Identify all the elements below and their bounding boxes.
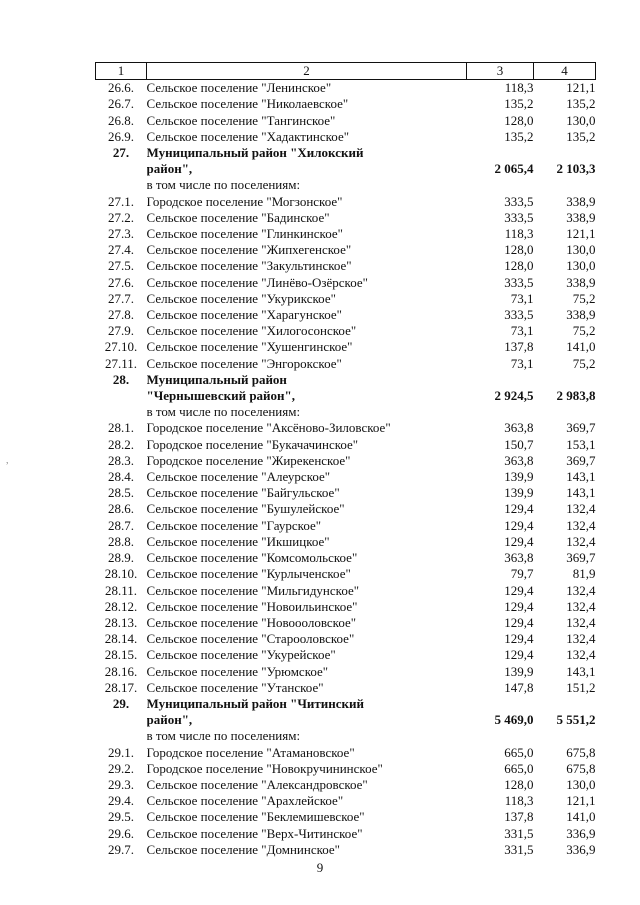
row-value-col4: 336,9 [566, 825, 596, 841]
table-body [96, 80, 596, 858]
row-value-col4 [534, 728, 596, 744]
row-name: Сельское поселение "Бушулейское" [146, 501, 345, 517]
row-name: Сельское поселение "Закультинское" [146, 258, 352, 274]
row-value-col4: 132,4 [566, 614, 596, 630]
row-value-col3: 665,0 [504, 760, 534, 776]
row-name: в том числе по поселениям: [146, 177, 301, 193]
table-row [96, 339, 596, 355]
row-value-col4: 130,0 [566, 112, 596, 128]
row-number: 28.2. [108, 436, 134, 452]
row-number: 26.6. [108, 80, 134, 96]
row-value-col4: 5 551,2 [556, 712, 596, 728]
row-value-col3: 331,5 [504, 825, 534, 841]
table-row [96, 826, 596, 842]
row-value-col3: 139,9 [504, 663, 534, 679]
row-value-col4 [534, 177, 596, 193]
row-name: Сельское поселение "Беклемишевское" [146, 809, 365, 825]
table-row [96, 631, 596, 647]
row-name: Городское поселение "Могзонское" [146, 193, 343, 209]
row-number: 28.15. [104, 647, 138, 663]
row-value-col3: 128,0 [504, 776, 534, 792]
row-name: Сельское поселение "Алеурское" [146, 469, 331, 485]
row-value-col3: 129,4 [504, 517, 534, 533]
row-value-col3: 129,4 [504, 501, 534, 517]
row-name: Городское поселение "Атамановское" [146, 744, 355, 760]
row-name: Сельское поселение "Ленинское" [146, 80, 332, 96]
table-row [96, 307, 596, 323]
row-number: 27.1. [108, 193, 134, 209]
row-value-col3: 363,8 [504, 550, 534, 566]
table-row [96, 226, 596, 242]
row-name: район", [146, 712, 193, 728]
row-value-col4 [534, 696, 596, 712]
row-name: Сельское поселение "Жипхегенское" [146, 242, 352, 258]
row-value-col3: 363,8 [504, 452, 534, 468]
table-row [96, 680, 596, 696]
row-value-col3: 137,8 [504, 339, 534, 355]
row-value-col3: 135,2 [504, 128, 534, 144]
row-value-col4: 75,2 [572, 323, 596, 339]
row-value-col3: 665,0 [504, 744, 534, 760]
row-number [96, 404, 147, 420]
row-value-col4: 338,9 [566, 274, 596, 290]
row-value-col4: 369,7 [566, 420, 596, 436]
row-value-col4: 369,7 [566, 550, 596, 566]
table-row [96, 696, 596, 712]
row-number: 28.3. [108, 452, 134, 468]
row-value-col4: 143,1 [566, 485, 596, 501]
row-value-col3 [467, 177, 534, 193]
table-row [96, 712, 596, 728]
row-value-col3: 363,8 [504, 420, 534, 436]
row-number: 29.1. [108, 744, 134, 760]
row-value-col4: 675,8 [566, 760, 596, 776]
row-name: Сельское поселение "Гаурское" [146, 517, 322, 533]
row-name: Сельское поселение "Новоооловское" [146, 614, 357, 630]
table-row [96, 842, 596, 858]
row-number: 28.5. [108, 485, 134, 501]
row-name: Сельское поселение "Энгорокское" [146, 355, 342, 371]
row-value-col4: 75,2 [572, 355, 596, 371]
row-name: Сельское поселение "Александровское" [146, 776, 368, 792]
row-name: Сельское поселение "Новоильинское" [146, 598, 358, 614]
table-row [96, 177, 596, 193]
table-row [96, 501, 596, 517]
row-value-col4: 130,0 [566, 776, 596, 792]
row-number: 29.6. [108, 825, 134, 841]
table-header [96, 63, 596, 80]
row-number: 28.8. [108, 533, 134, 549]
table-row [96, 323, 596, 339]
table-row [96, 518, 596, 534]
row-number: 29.5. [108, 809, 134, 825]
table-row [96, 793, 596, 809]
row-name: Сельское поселение "Тангинское" [146, 112, 336, 128]
row-value-col3 [467, 696, 534, 712]
table-row [96, 291, 596, 307]
row-value-col4: 135,2 [566, 96, 596, 112]
row-value-col4 [534, 145, 596, 161]
row-value-col4: 132,4 [566, 582, 596, 598]
row-value-col3: 135,2 [504, 96, 534, 112]
budget-table [95, 62, 596, 858]
row-name: Сельское поселение "Курлыченское" [146, 566, 351, 582]
row-value-col4: 135,2 [566, 128, 596, 144]
row-value-col4: 75,2 [572, 290, 596, 306]
row-number: 27.8. [108, 307, 134, 323]
row-name: в том числе по поселениям: [146, 728, 301, 744]
row-name: Сельское поселение "Бадинское" [146, 209, 330, 225]
row-number: 29. [112, 695, 130, 711]
row-value-col3: 2 924,5 [494, 388, 534, 404]
row-number: 28.11. [104, 582, 138, 598]
row-name: Городское поселение "Жирекенское" [146, 452, 351, 468]
row-name: Сельское поселение "Арахлейское" [146, 793, 344, 809]
header-col-2: 2 [147, 63, 467, 80]
table-row [96, 534, 596, 550]
table-row [96, 728, 596, 744]
row-value-col4: 338,9 [566, 307, 596, 323]
row-number: 28.17. [104, 679, 138, 695]
table-row [96, 210, 596, 226]
table-row [96, 615, 596, 631]
row-name: Сельское поселение "Домнинское" [146, 841, 340, 857]
row-value-col4: 132,4 [566, 501, 596, 517]
row-name: в том числе по поселениям: [146, 404, 301, 420]
table-row [96, 161, 596, 177]
row-number [96, 177, 147, 193]
table-row [96, 761, 596, 777]
row-value-col4: 143,1 [566, 469, 596, 485]
row-name: Сельское поселение "Байгульское" [146, 485, 340, 501]
row-value-col3: 129,4 [504, 631, 534, 647]
row-number: 28.10. [104, 566, 138, 582]
table-row [96, 194, 596, 210]
table-row [96, 96, 596, 112]
row-value-col3: 118,3 [504, 793, 534, 809]
row-name: Сельское поселение "Верх-Читинское" [146, 825, 363, 841]
row-name: Сельское поселение "Старооловское" [146, 631, 355, 647]
row-value-col3 [467, 728, 534, 744]
row-value-col3: 139,9 [504, 469, 534, 485]
row-value-col3: 128,0 [504, 258, 534, 274]
table-row [96, 113, 596, 129]
table-row [96, 258, 596, 274]
row-value-col4: 336,9 [566, 841, 596, 857]
row-value-col4: 151,2 [566, 679, 596, 695]
scan-mark: , [6, 455, 9, 466]
row-number: 29.4. [108, 793, 134, 809]
row-number: 26.9. [108, 128, 134, 144]
row-number [96, 161, 147, 177]
row-name: Городское поселение "Новокручининское" [146, 760, 383, 776]
row-value-col4: 132,4 [566, 517, 596, 533]
row-value-col3: 73,1 [510, 290, 534, 306]
row-name: Сельское поселение "Линёво-Озёрское" [146, 274, 368, 290]
table-row [96, 453, 596, 469]
table-row [96, 550, 596, 566]
row-name: Сельское поселение "Глинкинское" [146, 226, 343, 242]
row-number [96, 388, 147, 404]
row-value-col3: 128,0 [504, 242, 534, 258]
row-value-col4: 121,1 [566, 226, 596, 242]
table-row [96, 469, 596, 485]
row-name: Сельское поселение "Икшицкое" [146, 533, 330, 549]
row-value-col4: 81,9 [572, 566, 596, 582]
row-name: Сельское поселение "Утанское" [146, 679, 324, 695]
row-value-col3: 139,9 [504, 485, 534, 501]
row-number: 28.4. [108, 469, 134, 485]
row-value-col4: 338,9 [566, 193, 596, 209]
row-name: "Чернышевский район", [146, 388, 295, 404]
row-number: 27.11. [104, 355, 138, 371]
row-name: Сельское поселение "Хадактинское" [146, 128, 350, 144]
row-value-col4: 121,1 [566, 793, 596, 809]
row-value-col4: 153,1 [566, 436, 596, 452]
table-row [96, 388, 596, 404]
row-value-col4: 2 983,8 [556, 388, 596, 404]
row-value-col3: 129,4 [504, 647, 534, 663]
row-value-col4: 130,0 [566, 258, 596, 274]
row-value-col4: 130,0 [566, 242, 596, 258]
table-row [96, 242, 596, 258]
row-value-col3: 129,4 [504, 614, 534, 630]
table-row [96, 420, 596, 436]
row-value-col4: 143,1 [566, 663, 596, 679]
row-number: 27.5. [108, 258, 134, 274]
table-row [96, 145, 596, 161]
row-value-col4: 132,4 [566, 598, 596, 614]
row-name: Сельское поселение "Комсомольское" [146, 550, 358, 566]
row-number: 28.14. [104, 631, 138, 647]
row-value-col3: 2 065,4 [494, 161, 534, 177]
row-value-col4: 132,4 [566, 631, 596, 647]
row-value-col4 [534, 372, 596, 388]
row-number: 28.1. [108, 420, 134, 436]
row-name: Сельское поселение "Хушенгинское" [146, 339, 353, 355]
row-number: 28. [112, 371, 130, 387]
table-row [96, 356, 596, 372]
table-row [96, 485, 596, 501]
row-number: 29.2. [108, 760, 134, 776]
table-row [96, 777, 596, 793]
table-row [96, 809, 596, 825]
row-number: 27.3. [108, 226, 134, 242]
row-name: Сельское поселение "Николаевское" [146, 96, 349, 112]
row-value-col3: 137,8 [504, 809, 534, 825]
row-number: 27.6. [108, 274, 134, 290]
row-value-col3: 333,5 [504, 209, 534, 225]
row-number [96, 712, 147, 728]
row-name: район", [146, 161, 193, 177]
row-number: 27.4. [108, 242, 134, 258]
table-row [96, 404, 596, 420]
row-value-col3: 129,4 [504, 582, 534, 598]
table-row [96, 599, 596, 615]
row-value-col3 [467, 145, 534, 161]
table-row [96, 566, 596, 582]
row-name: Сельское поселение "Урюмское" [146, 663, 329, 679]
table-row [96, 437, 596, 453]
row-name: Сельское поселение "Укурикское" [146, 290, 336, 306]
header-col-4: 4 [534, 63, 596, 80]
row-value-col3: 147,8 [504, 679, 534, 695]
row-value-col3 [467, 372, 534, 388]
table-row [96, 372, 596, 388]
row-value-col4 [534, 404, 596, 420]
row-number: 27.9. [108, 323, 134, 339]
row-number: 26.7. [108, 96, 134, 112]
row-value-col3: 118,3 [504, 226, 534, 242]
row-value-col3: 331,5 [504, 841, 534, 857]
header-col-3: 3 [467, 63, 534, 80]
row-number: 28.6. [108, 501, 134, 517]
header-col-1: 1 [96, 63, 147, 80]
row-name: Сельское поселение "Харагунское" [146, 307, 342, 323]
row-number: 26.8. [108, 112, 134, 128]
row-name: Городское поселение "Аксёново-Зиловское" [146, 420, 391, 436]
row-value-col4: 675,8 [566, 744, 596, 760]
row-name: Городское поселение "Букачачинское" [146, 436, 359, 452]
page-number: 9 [316, 860, 324, 875]
table-row [96, 664, 596, 680]
row-value-col3: 73,1 [510, 323, 534, 339]
row-name: Муниципальный район [146, 371, 287, 387]
row-value-col4: 132,4 [566, 533, 596, 549]
table-row [96, 80, 596, 97]
row-value-col4: 132,4 [566, 647, 596, 663]
row-value-col3: 333,5 [504, 307, 534, 323]
row-value-col4: 338,9 [566, 209, 596, 225]
row-value-col4: 121,1 [566, 80, 596, 96]
row-number: 28.12. [104, 598, 138, 614]
row-value-col3: 333,5 [504, 193, 534, 209]
row-name: Сельское поселение "Укурейское" [146, 647, 336, 663]
row-number [96, 728, 147, 744]
row-name: Сельское поселение "Мильгидунское" [146, 582, 360, 598]
row-number: 29.7. [108, 841, 134, 857]
row-name: Сельское поселение "Хилогосонское" [146, 323, 357, 339]
row-number: 28.16. [104, 663, 138, 679]
row-value-col4: 369,7 [566, 452, 596, 468]
row-value-col3: 73,1 [510, 355, 534, 371]
row-number: 27.10. [104, 339, 138, 355]
row-number: 28.9. [108, 550, 134, 566]
table-row [96, 583, 596, 599]
row-name: Муниципальный район "Хилокский [146, 145, 364, 161]
row-value-col3: 118,3 [504, 80, 534, 96]
row-number: 27.2. [108, 209, 134, 225]
row-number: 27. [112, 145, 130, 161]
row-value-col3: 129,4 [504, 598, 534, 614]
row-value-col3: 150,7 [504, 436, 534, 452]
row-number: 28.13. [104, 614, 138, 630]
row-value-col3: 129,4 [504, 533, 534, 549]
row-number: 29.3. [108, 776, 134, 792]
table-row [96, 745, 596, 761]
row-value-col3 [467, 404, 534, 420]
table-row [96, 275, 596, 291]
row-value-col4: 141,0 [566, 339, 596, 355]
row-value-col3: 5 469,0 [494, 712, 534, 728]
table-row [96, 129, 596, 145]
row-value-col4: 141,0 [566, 809, 596, 825]
row-name: Муниципальный район "Читинский [146, 695, 365, 711]
table-row [96, 647, 596, 663]
row-value-col3: 333,5 [504, 274, 534, 290]
row-number: 27.7. [108, 290, 134, 306]
row-value-col3: 79,7 [510, 566, 534, 582]
row-number: 28.7. [108, 517, 134, 533]
row-value-col3: 128,0 [504, 112, 534, 128]
row-value-col4: 2 103,3 [556, 161, 596, 177]
